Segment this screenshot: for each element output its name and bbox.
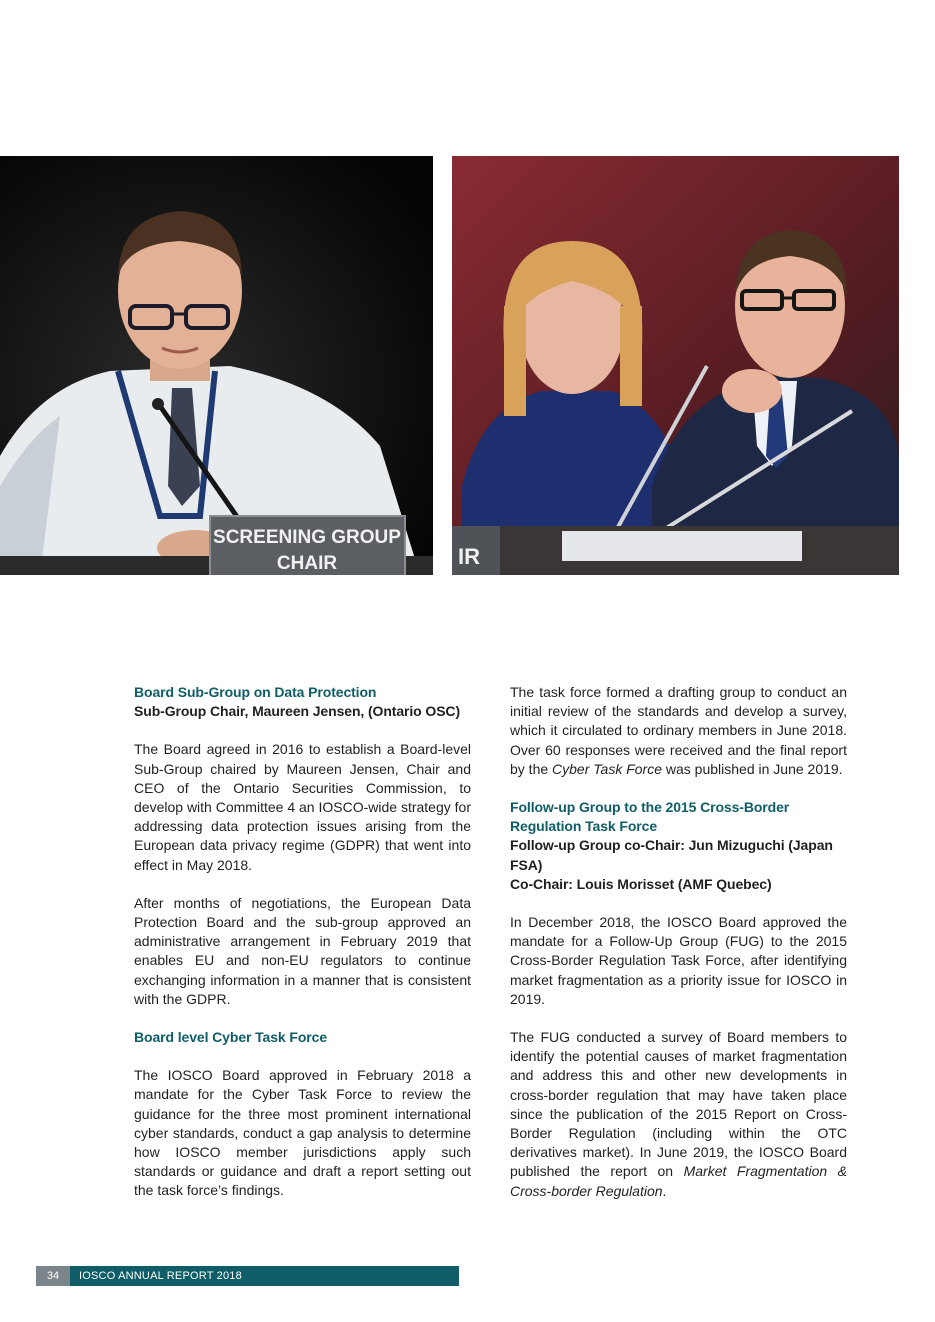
- placard-fragment: IR: [458, 544, 480, 569]
- paragraph-fug-1: In December 2018, the IOSCO Board approved the mandate for a Follow-Up Group (FUG) to the 2015 Cross-Border Regulation Task Force, after identifying market fragmentation as a priority issue for IOSCO in 2019.: [510, 914, 847, 1007]
- speaker-photo-illustration: [0, 156, 433, 575]
- heading-data-protection: Board Sub-Group on Data Protection: [134, 684, 377, 700]
- paragraph-cyber-continuation: [510, 683, 847, 779]
- market-fragmentation-report-italic: Market Fragmentation & Cross-border Regulation: [510, 1163, 848, 1199]
- right-text-column: [510, 683, 847, 1201]
- heading-cyber-task-force: Board level Cyber Task Force: [134, 1029, 328, 1046]
- fug-text-before: The FUG conducted a survey of Board members to identify the potential causes of market fragmentation and address this and other new developments in cross-border regulation that may have taken place since the publication of the 2015 Report on Cross-Border Regulation (including within the OTC derivatives market). In June 2019, the IOSCO Board published the report on: [510, 1029, 847, 1180]
- paragraph-cyber-task-force: The IOSCO Board approved in February 2018 a mandate for the Cyber Task Force to review the guidance for the three most prominent international cyber standards, conduct a gap analysis to determine how IOSCO member jurisdictions apply such standards or guidance and draft a report setting out the task force’s findings.: [134, 1067, 471, 1199]
- cyber-task-force-italic: Cyber Task Force: [552, 760, 662, 777]
- paragraph-data-protection-2: After months of negotiations, the European Data Protection Board and the sub-group approved an administrative arrangement in February 2019 that enables EU and non-EU regulators to continue exchanging information in a manner that is consistent with the GDPR.: [134, 894, 471, 1007]
- placard-line-1: SCREENING GROUP: [213, 527, 401, 548]
- cyber-cont-text-after: was published in June 2019.: [662, 760, 843, 777]
- photo-screening-group-chair: [0, 156, 433, 575]
- heading-follow-up-group: Follow-up Group to the 2015 Cross-Border Regulation Task Force: [510, 799, 790, 835]
- subheading-fug-co-chair-2: Co-Chair: Louis Morisset (AMF Quebec): [510, 875, 772, 892]
- page-footer: [36, 1266, 459, 1286]
- subheading-fug-co-chair-1: Follow-up Group co-Chair: Jun Mizuguchi (Japan FSA): [510, 837, 833, 873]
- footer-report-title: IOSCO ANNUAL REPORT 2018: [70, 1266, 459, 1286]
- page-number: 34: [36, 1266, 70, 1286]
- subheading-data-protection: Sub-Group Chair, Maureen Jensen, (Ontario OSC): [134, 703, 461, 720]
- placard-line-2: CHAIR: [276, 553, 338, 574]
- left-text-column: [134, 683, 471, 1201]
- meeting-photo-illustration: [452, 156, 899, 575]
- cyber-cont-text-before: The task force formed a drafting group to conduct an initial review of the standards and develop a survey, which it circulated to ordinary members in June 2018. Over 60 responses were received and the final report by the: [510, 684, 847, 777]
- paragraph-data-protection-1: The Board agreed in 2016 to establish a Board-level Sub-Group chaired by Maureen Jensen, Chair and CEO of the Ontario Securities Commission, to develop with Committee 4 an IOSCO-wide strategy for addressing data protection issues arising from the European data privacy regime (GDPR) that went into effect in May 2018.: [134, 741, 471, 873]
- paragraph-fug-2: [510, 1028, 847, 1201]
- photo-task-force-meeting: [452, 156, 899, 575]
- fug-text-after: .: [662, 1182, 667, 1199]
